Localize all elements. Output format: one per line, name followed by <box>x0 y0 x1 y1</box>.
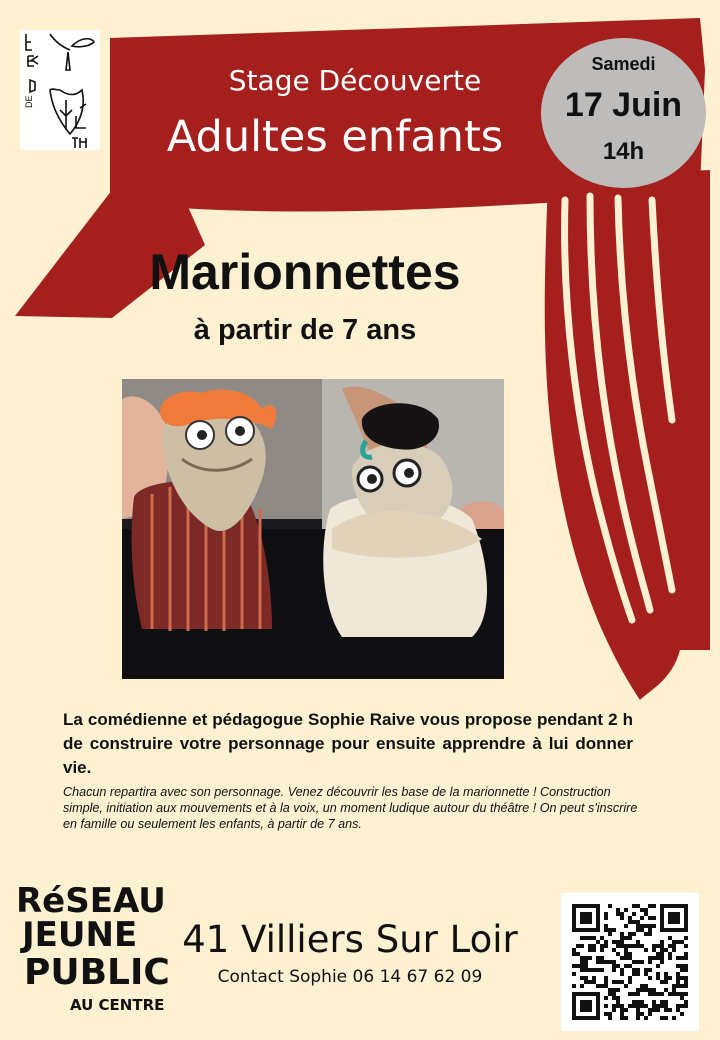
reseau-jeune-public-logo <box>14 880 169 1020</box>
les-fees-logo <box>20 30 100 150</box>
date-badge <box>541 38 706 188</box>
location: 41 Villiers Sur Loir <box>182 918 518 961</box>
svg-text:DE: DE <box>24 95 34 108</box>
audience: Adultes enfants <box>166 112 504 162</box>
date-date: 17 Juin <box>564 86 683 124</box>
description-details: Chacun repartira avec son personnage. Venez découvrir les base de la marionnette ! Construction simple, initiation aux mouvements et à la voix, un moment ludique autour du théâtre ! On peut s'inscrire en famille ou seulement les enfants, à partir de 7 ans. <box>63 785 638 831</box>
qr-code[interactable] <box>561 893 699 1031</box>
page-title: Marionnettes <box>149 244 461 300</box>
logo-line-1: RéSEAU <box>16 881 166 921</box>
logo-line-3: PUBLIC <box>24 952 169 993</box>
date-day: Samedi <box>591 54 656 74</box>
logo-line-4: AU CENTRE <box>70 996 165 1014</box>
logo-line-2: JEUNE <box>22 915 138 955</box>
date-time: 14h <box>602 138 645 165</box>
age-subtitle: à partir de 7 ans <box>193 314 417 346</box>
description-main: La comédienne et pédagogue Sophie Raive vous propose pendant 2 h de construire votre personnage pour ensuite apprendre à lui donner vie. <box>63 710 633 777</box>
stage-type: Stage Découverte <box>228 64 482 97</box>
contact: Contact Sophie 06 14 67 62 09 <box>217 967 483 987</box>
puppets-photo <box>122 379 504 679</box>
